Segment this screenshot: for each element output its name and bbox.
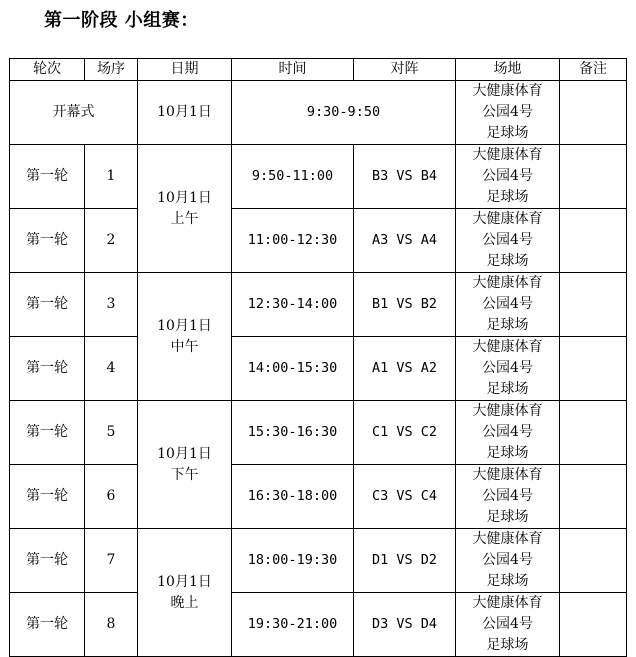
venue-cell [456,273,560,337]
note-cell [560,209,627,273]
header-time: 时间 [232,59,354,81]
header-match: 对阵 [354,59,456,81]
time-cell: 16:30-18:00 [232,465,354,529]
header-seq: 场序 [85,59,138,81]
venue-line: 大健康体育 [472,339,543,355]
venue-line: 大健康体育 [472,83,543,99]
opening-date-cell: 10月1日 [138,81,232,145]
time-cell: 15:30-16:30 [232,401,354,465]
venue-line: 大健康体育 [472,147,543,163]
venue-line: 足球场 [486,189,529,205]
venue-line: 足球场 [486,509,529,525]
date-text: 10月1日 [157,189,212,206]
date-cell [138,145,232,273]
period-text: 下午 [170,466,199,483]
venue-line: 公园4号 [482,232,533,248]
time-cell: 12:30-14:00 [232,273,354,337]
venue-line: 大健康体育 [472,467,543,483]
date-text: 10月1日 [157,445,212,462]
match-cell: C1 VS C2 [354,401,456,465]
venue-line: 大健康体育 [472,211,543,227]
time-cell: 19:30-21:00 [232,593,354,657]
seq-cell: 3 [85,273,138,337]
venue-line: 大健康体育 [472,275,543,291]
match-cell: D3 VS D4 [354,593,456,657]
match-cell: C3 VS C4 [354,465,456,529]
table-row [10,145,627,209]
venue-line: 公园4号 [482,296,533,312]
venue-line: 公园4号 [482,552,533,568]
opening-row [10,81,627,145]
round-cell: 第一轮 [10,273,85,337]
header-row [10,59,627,81]
match-cell: D1 VS D2 [354,529,456,593]
seq-cell: 2 [85,209,138,273]
header-round: 轮次 [10,59,85,81]
header-venue: 场地 [456,59,560,81]
venue-line: 足球场 [486,381,529,397]
note-cell [560,337,627,401]
opening-note-cell [560,81,627,145]
venue-line: 公园4号 [482,488,533,504]
note-cell [560,593,627,657]
match-cell: A1 VS A2 [354,337,456,401]
table-row [10,337,627,401]
match-cell: B1 VS B2 [354,273,456,337]
header-date: 日期 [138,59,232,81]
venue-cell [456,529,560,593]
note-cell [560,401,627,465]
venue-line: 大健康体育 [472,403,543,419]
round-cell: 第一轮 [10,529,85,593]
seq-cell: 4 [85,337,138,401]
venue-cell [456,145,560,209]
schedule-table [9,58,627,657]
venue-cell [456,337,560,401]
match-cell: B3 VS B4 [354,145,456,209]
round-cell: 第一轮 [10,145,85,209]
date-cell [138,529,232,657]
page-title: 第一阶段 小组赛： [44,10,199,31]
venue-line: 公园4号 [482,424,533,440]
time-cell: 9:50-11:00 [232,145,354,209]
date-cell [138,401,232,529]
seq-cell: 7 [85,529,138,593]
date-cell [138,273,232,401]
time-cell: 18:00-19:30 [232,529,354,593]
date-text: 10月1日 [157,573,212,590]
seq-cell: 6 [85,465,138,529]
venue-line: 大健康体育 [472,595,543,611]
table-row [10,465,627,529]
venue-cell [456,401,560,465]
time-cell: 11:00-12:30 [232,209,354,273]
date-text: 10月1日 [157,317,212,334]
period-text: 晚上 [170,594,199,611]
match-cell: A3 VS A4 [354,209,456,273]
header-note: 备注 [560,59,627,81]
venue-line: 大健康体育 [472,531,543,547]
table-row [10,209,627,273]
venue-cell [456,209,560,273]
opening-round-cell: 开幕式 [10,81,138,145]
seq-cell: 1 [85,145,138,209]
note-cell [560,145,627,209]
venue-line: 足球场 [486,637,529,653]
seq-cell: 8 [85,593,138,657]
venue-line: 公园4号 [482,104,533,120]
note-cell [560,273,627,337]
round-cell: 第一轮 [10,209,85,273]
time-cell: 14:00-15:30 [232,337,354,401]
venue-line: 足球场 [486,573,529,589]
venue-line: 公园4号 [482,168,533,184]
round-cell: 第一轮 [10,337,85,401]
venue-line: 足球场 [486,445,529,461]
venue-line: 公园4号 [482,616,533,632]
note-cell [560,529,627,593]
venue-line: 足球场 [486,317,529,333]
round-cell: 第一轮 [10,401,85,465]
note-cell [560,465,627,529]
table-row [10,529,627,593]
round-cell: 第一轮 [10,593,85,657]
table-row [10,273,627,337]
venue-cell [456,465,560,529]
venue-line: 公园4号 [482,360,533,376]
period-text: 中午 [170,338,199,355]
table-row [10,593,627,657]
venue-line: 足球场 [486,253,529,269]
seq-cell: 5 [85,401,138,465]
venue-line: 足球场 [486,125,529,141]
opening-time-cell: 9:30-9:50 [232,81,456,145]
venue-cell [456,593,560,657]
round-cell: 第一轮 [10,465,85,529]
table-row [10,401,627,465]
period-text: 上午 [170,210,199,227]
opening-venue-cell [456,81,560,145]
